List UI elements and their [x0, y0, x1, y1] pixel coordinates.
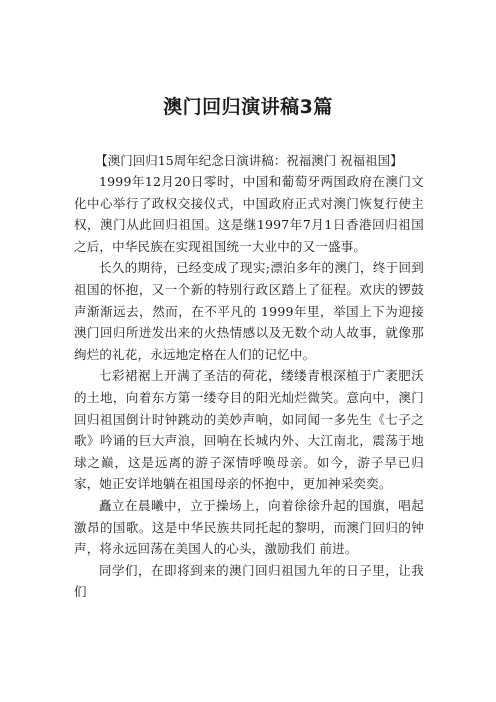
document-subtitle: 【澳门回归15周年纪念日演讲稿：祝福澳门 祝福祖国】 — [95, 153, 403, 168]
document-body — [74, 150, 424, 603]
document-title: 澳门回归演讲稿3篇 — [163, 96, 333, 118]
paragraph: 同学们，在即将到来的澳门回归祖国九年的日子里，让我们 — [74, 562, 424, 600]
paragraph: 七彩裙裾上开满了圣洁的荷花，缕缕青根深植于广袤肥沃的土地，向着东方第一缕夺目的阳光灿烂微笑。意向中，澳门回归祖国倒计时钟跳动的美妙声响，如同闻一多先生《七子之歌》吟诵的巨大声浪，回响在长城内外、大江南北，震荡于地球之巅，这是远离的游子深情呼唤母亲。如今，游子早已归家，她正安详地躺在祖国母亲的怀抱中，更加神采奕奕。 — [74, 368, 424, 492]
paragraph: 矗立在晨曦中，立于操场上，向着徐徐升起的国旗，唱起激昂的国歌。这是中华民族共同托起的黎明，而澳门回归的钟声，将永远回荡在美国人的心头，激励我们 前进。 — [74, 497, 424, 557]
paragraph: 1999年12月20日零时，中国和葡萄牙两国政府在澳门文化中心举行了政权交接仪式，中国政府正式对澳门恢复行使主权，澳门从此回归祖国。这是继1997年7月1日香港回归祖国之后，中华民族在实现祖国统一大业中的又一盛事。 — [74, 174, 424, 254]
paragraph: 长久的期待，已经变成了现实;漂泊多年的澳门，终于回到祖国的怀抱，又一个新的特别行政区踏上了征程。欢庆的锣鼓声渐渐远去，然而，在不平凡的 1999年里，举国上下为迎接澳门回归所迸发出来的火热情感以及无数个动人故事，就像那绚烂的礼花，永远地定格在人们的记忆中。 — [74, 260, 424, 362]
